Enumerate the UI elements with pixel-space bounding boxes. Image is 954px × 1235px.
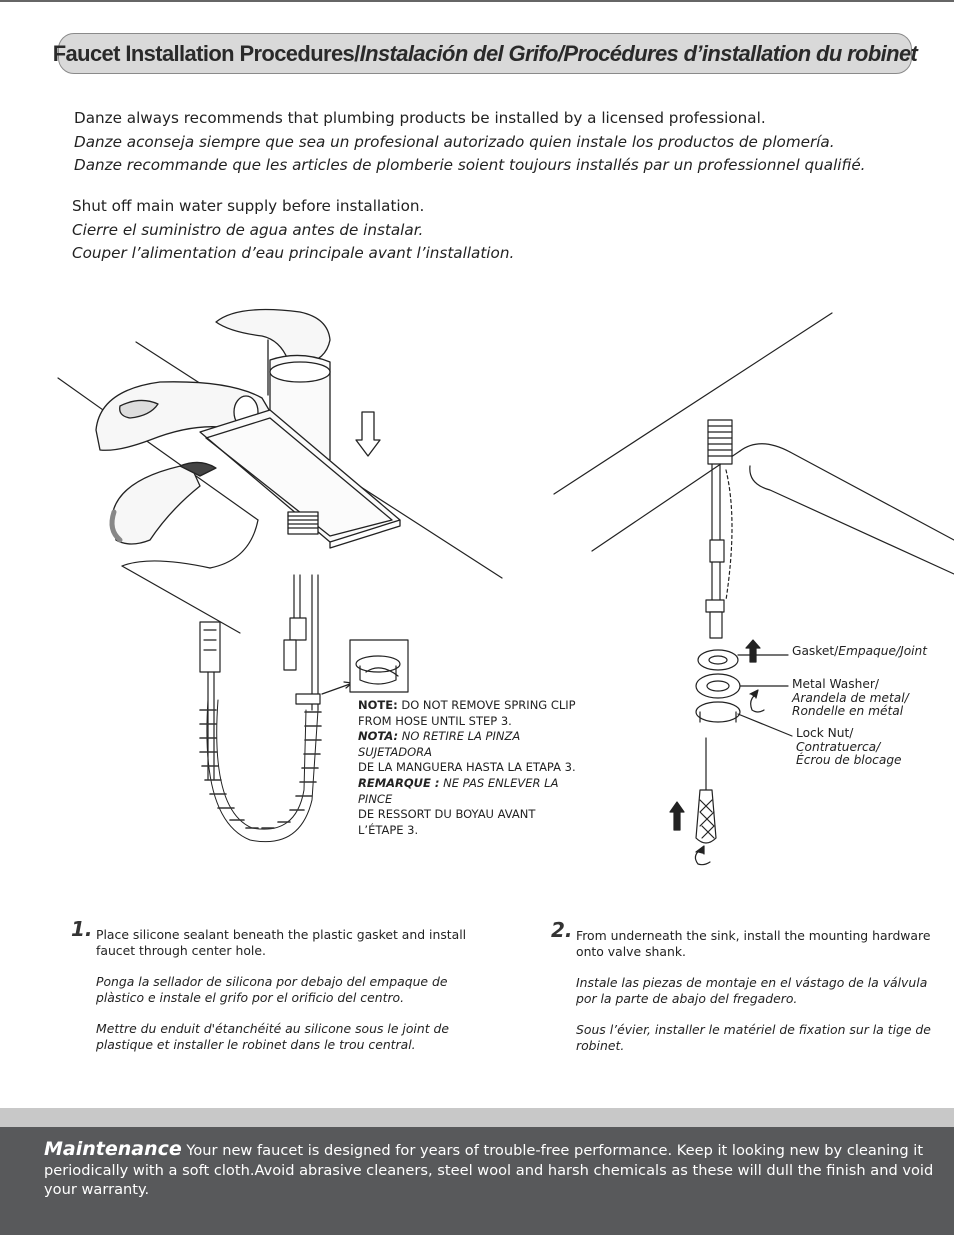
metal-washer-label (792, 678, 909, 719)
shutoff-es: Cierre el suministro de agua antes de instalar. (72, 220, 424, 239)
maintenance-title: Maintenance (44, 1138, 182, 1160)
shutoff-en: Shut off main water supply before installation. (72, 197, 425, 215)
note-fr-text: NE PAS ENLEVER LA PINCE (358, 775, 559, 806)
intro-fr: Danze recommande que les articles de plomberie soient toujours installés par un professionnel qualifié. (74, 156, 866, 174)
note-en-text: DO NOT REMOVE SPRING CLIP FROM HOSE UNTIL STEP 3. (358, 698, 576, 728)
note-fr (358, 776, 583, 807)
note-fr-line2: DE RESSORT DU BOYAU AVANT L’ÉTAPE 3. (358, 807, 536, 837)
step-2-en: From underneath the sink, install the mounting hardware onto valve shank. (576, 928, 931, 959)
mounting-hardware-illustration (670, 420, 792, 865)
shutoff-fr: Couper l’alimentation d’eau principale avant l’installation. (72, 244, 515, 262)
step-1-fr: Mettre du enduit d'étanchéité au silicone sous le joint de plastique et installer le robinet dans le trou central. (96, 1021, 449, 1052)
maintenance-divider (0, 1108, 954, 1127)
metal-washer-label-es: Arandela de metal/ (792, 690, 909, 705)
maintenance-body: Your new faucet is designed for years of trouble-free performance. Keep it looking new by cleaning it periodically with a soft cloth.Avoid abrasive cleaners, steel wool and harsh chemicals as these will dull the finish and void your warranty. (44, 1142, 934, 1198)
hose-illustration (200, 575, 352, 842)
lock-nut-label-en: Lock Nut/ (796, 726, 854, 740)
title-translations: Instalación del Grifo/Procédures d’installation du robinet (359, 40, 918, 66)
step-2-fr: Sous l’évier, installer le matériel de fixation sur la tige de robinet. (576, 1022, 931, 1053)
spring-clip-detail (350, 640, 408, 692)
lock-nut-label-es: Contratuerca/ (796, 739, 881, 754)
note-fr-label: REMARQUE : (358, 775, 440, 790)
gasket-label-en: Gasket/ (792, 644, 839, 658)
maintenance-section (0, 1127, 954, 1235)
step-2 (551, 918, 946, 1069)
lock-nut-label-fr: Écrou de blocage (796, 753, 902, 767)
gasket-label-translations: Empaque/Joint (838, 644, 928, 658)
intro-paragraph (74, 107, 866, 178)
metal-washer-label-fr: Rondelle en métal (792, 704, 904, 718)
top-rule (0, 0, 954, 2)
step-1-es: Ponga la sellador de silicona por debajo del empaque de plàstico e instale el grifo por el orificio del centro. (96, 974, 448, 1005)
note-en-label: NOTE: (358, 698, 398, 712)
page-title (52, 33, 918, 74)
maintenance-text (44, 1140, 944, 1200)
note-es (358, 729, 583, 760)
note-es-text: NO RETIRE LA PINZA SUJETADORA (358, 729, 521, 759)
note-es-line2: DE LA MANGUERA HASTA LA ETAPA 3. (358, 760, 576, 775)
shutoff-paragraph (72, 195, 514, 266)
gasket-label (792, 645, 927, 659)
lock-nut-label (796, 727, 902, 768)
intro-es: Danze aconseja siempre que sea un profesional autorizado quien instale los productos de plomería. (74, 132, 835, 151)
step-1 (71, 917, 468, 1068)
step-1-number: 1. (71, 917, 93, 941)
countertop-right-illustration (554, 313, 954, 574)
step-2-number: 2. (551, 918, 573, 942)
note-es-label: NOTA: (358, 729, 399, 744)
title-english: Faucet Installation Procedures/ (52, 40, 360, 66)
intro-en: Danze always recommends that plumbing products be installed by a licensed professional. (74, 109, 766, 127)
spring-clip-note (358, 698, 583, 838)
metal-washer-label-en: Metal Washer/ (792, 677, 879, 691)
step-1-en: Place silicone sealant beneath the plastic gasket and install faucet through center hole. (96, 927, 467, 958)
note-en (358, 698, 583, 729)
step-2-es: Instale las piezas de montaje en el vástago de la válvula por la parte de abajo del fregadero. (576, 975, 928, 1006)
